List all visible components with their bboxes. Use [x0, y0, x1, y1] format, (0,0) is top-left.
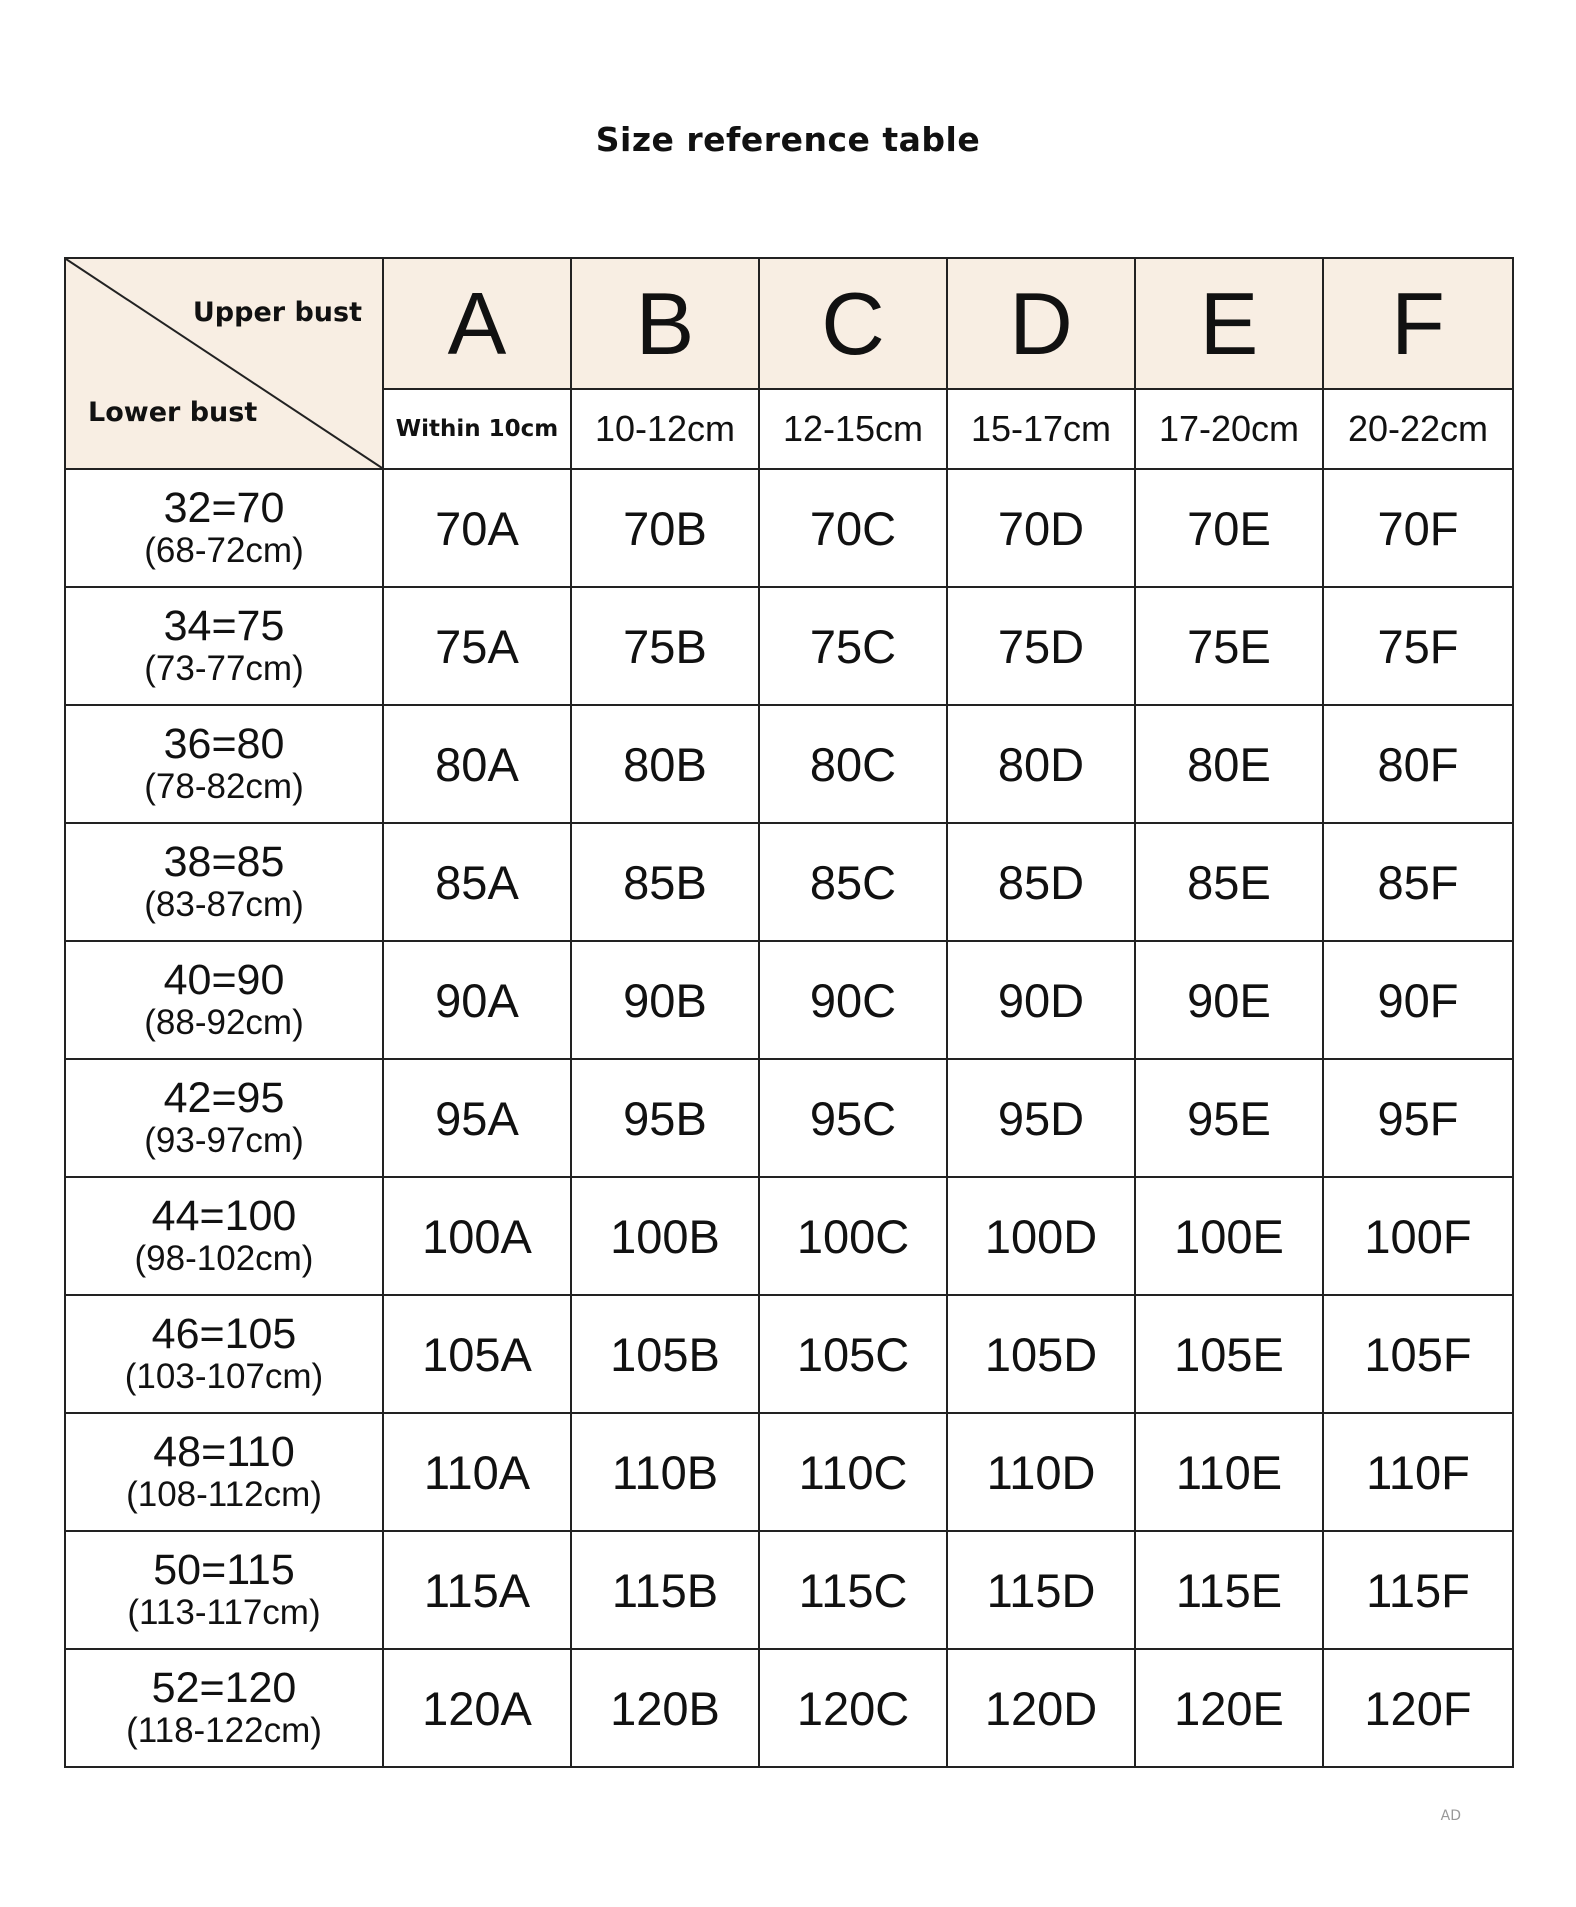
size-cell: 70A [383, 469, 571, 587]
size-cell: 95B [571, 1059, 759, 1177]
cup-header-f: F [1323, 258, 1513, 389]
size-cell: 70C [759, 469, 947, 587]
size-cell: 85A [383, 823, 571, 941]
size-cell: 100C [759, 1177, 947, 1295]
size-cell: 100D [947, 1177, 1135, 1295]
size-cell: 85D [947, 823, 1135, 941]
size-cell: 110C [759, 1413, 947, 1531]
size-cell: 95A [383, 1059, 571, 1177]
band-range: (113-117cm) [127, 1593, 321, 1633]
table-row [65, 823, 1513, 941]
cup-range-a: Within 10cm [383, 389, 571, 469]
size-cell: 80F [1323, 705, 1513, 823]
cup-header-row [65, 258, 1513, 389]
band-cell [65, 823, 383, 941]
size-cell: 70B [571, 469, 759, 587]
size-cell: 115A [383, 1531, 571, 1649]
size-cell: 120C [759, 1649, 947, 1767]
size-cell: 90B [571, 941, 759, 1059]
size-cell: 75A [383, 587, 571, 705]
size-cell: 90D [947, 941, 1135, 1059]
size-cell: 115F [1323, 1531, 1513, 1649]
cup-header-a: A [383, 258, 571, 389]
band-size: 48=110 [153, 1428, 295, 1477]
cup-header-b: B [571, 258, 759, 389]
table-row [65, 1413, 1513, 1531]
band-size: 34=75 [163, 602, 285, 651]
band-size: 44=100 [151, 1192, 297, 1241]
size-cell: 105F [1323, 1295, 1513, 1413]
cup-header-e: E [1135, 258, 1323, 389]
size-cell: 85F [1323, 823, 1513, 941]
band-range: (68-72cm) [144, 531, 304, 571]
page-title: Size reference table [595, 120, 981, 159]
band-range: (98-102cm) [134, 1239, 314, 1279]
size-cell: 85C [759, 823, 947, 941]
size-cell: 75D [947, 587, 1135, 705]
size-cell: 95C [759, 1059, 947, 1177]
size-cell: 90A [383, 941, 571, 1059]
size-cell: 105B [571, 1295, 759, 1413]
size-cell: 110A [383, 1413, 571, 1531]
cup-range-b: 10-12cm [571, 389, 759, 469]
table-row [65, 941, 1513, 1059]
band-cell [65, 1059, 383, 1177]
band-cell [65, 1177, 383, 1295]
size-cell: 105A [383, 1295, 571, 1413]
size-reference-table [64, 257, 1514, 1768]
band-size: 42=95 [163, 1074, 285, 1123]
table-row [65, 1295, 1513, 1413]
table-row [65, 1059, 1513, 1177]
size-cell: 110F [1323, 1413, 1513, 1531]
size-cell: 75C [759, 587, 947, 705]
table-row [65, 587, 1513, 705]
size-cell: 120B [571, 1649, 759, 1767]
band-size: 36=80 [163, 720, 285, 769]
band-cell [65, 469, 383, 587]
cup-range-e: 17-20cm [1135, 389, 1323, 469]
size-cell: 90E [1135, 941, 1323, 1059]
band-cell [65, 1649, 383, 1767]
band-range: (118-122cm) [126, 1711, 322, 1751]
band-range: (73-77cm) [144, 649, 304, 689]
size-cell: 75B [571, 587, 759, 705]
size-cell: 105D [947, 1295, 1135, 1413]
size-cell: 75E [1135, 587, 1323, 705]
size-cell: 70F [1323, 469, 1513, 587]
size-cell: 100A [383, 1177, 571, 1295]
cup-header-d: D [947, 258, 1135, 389]
band-size: 32=70 [163, 484, 285, 533]
band-range: (103-107cm) [124, 1357, 324, 1397]
band-size: 52=120 [151, 1664, 297, 1713]
band-range: (83-87cm) [144, 885, 304, 925]
upper-bust-label: Upper bust [192, 297, 362, 328]
corner-header-cell [65, 258, 383, 469]
table-row [65, 1177, 1513, 1295]
band-range: (108-112cm) [126, 1475, 322, 1515]
size-cell: 80C [759, 705, 947, 823]
size-cell: 95F [1323, 1059, 1513, 1177]
table-row [65, 1649, 1513, 1767]
size-cell: 80A [383, 705, 571, 823]
band-range: (93-97cm) [144, 1121, 304, 1161]
size-cell: 80B [571, 705, 759, 823]
size-cell: 100B [571, 1177, 759, 1295]
size-cell: 90C [759, 941, 947, 1059]
band-cell [65, 941, 383, 1059]
size-cell: 95D [947, 1059, 1135, 1177]
cup-header-c: C [759, 258, 947, 389]
size-cell: 85B [571, 823, 759, 941]
watermark: AD [1440, 1808, 1461, 1824]
band-cell [65, 1413, 383, 1531]
size-cell: 110D [947, 1413, 1135, 1531]
table-row [65, 705, 1513, 823]
size-cell: 105E [1135, 1295, 1323, 1413]
table-row [65, 469, 1513, 587]
size-cell: 115D [947, 1531, 1135, 1649]
size-cell: 80E [1135, 705, 1323, 823]
size-cell: 115B [571, 1531, 759, 1649]
band-cell [65, 1295, 383, 1413]
size-cell: 115E [1135, 1531, 1323, 1649]
size-cell: 115C [759, 1531, 947, 1649]
size-cell: 75F [1323, 587, 1513, 705]
size-cell: 120D [947, 1649, 1135, 1767]
band-cell [65, 1531, 383, 1649]
size-cell: 100E [1135, 1177, 1323, 1295]
band-size: 40=90 [163, 956, 285, 1005]
cup-range-d: 15-17cm [947, 389, 1135, 469]
table-row [65, 1531, 1513, 1649]
cup-range-c: 12-15cm [759, 389, 947, 469]
size-cell: 120F [1323, 1649, 1513, 1767]
size-cell: 85E [1135, 823, 1323, 941]
band-size: 50=115 [153, 1546, 295, 1595]
size-cell: 100F [1323, 1177, 1513, 1295]
size-cell: 70D [947, 469, 1135, 587]
band-size: 38=85 [163, 838, 285, 887]
band-size: 46=105 [151, 1310, 297, 1359]
diagonal-divider [66, 259, 382, 468]
size-cell: 70E [1135, 469, 1323, 587]
size-cell: 95E [1135, 1059, 1323, 1177]
band-cell [65, 705, 383, 823]
size-cell: 110E [1135, 1413, 1323, 1531]
size-cell: 80D [947, 705, 1135, 823]
size-cell: 90F [1323, 941, 1513, 1059]
size-cell: 110B [571, 1413, 759, 1531]
size-cell: 105C [759, 1295, 947, 1413]
size-cell: 120E [1135, 1649, 1323, 1767]
cup-range-f: 20-22cm [1323, 389, 1513, 469]
lower-bust-label: Lower bust [88, 397, 258, 428]
band-range: (78-82cm) [144, 767, 304, 807]
band-range: (88-92cm) [144, 1003, 304, 1043]
size-cell: 120A [383, 1649, 571, 1767]
band-cell [65, 587, 383, 705]
